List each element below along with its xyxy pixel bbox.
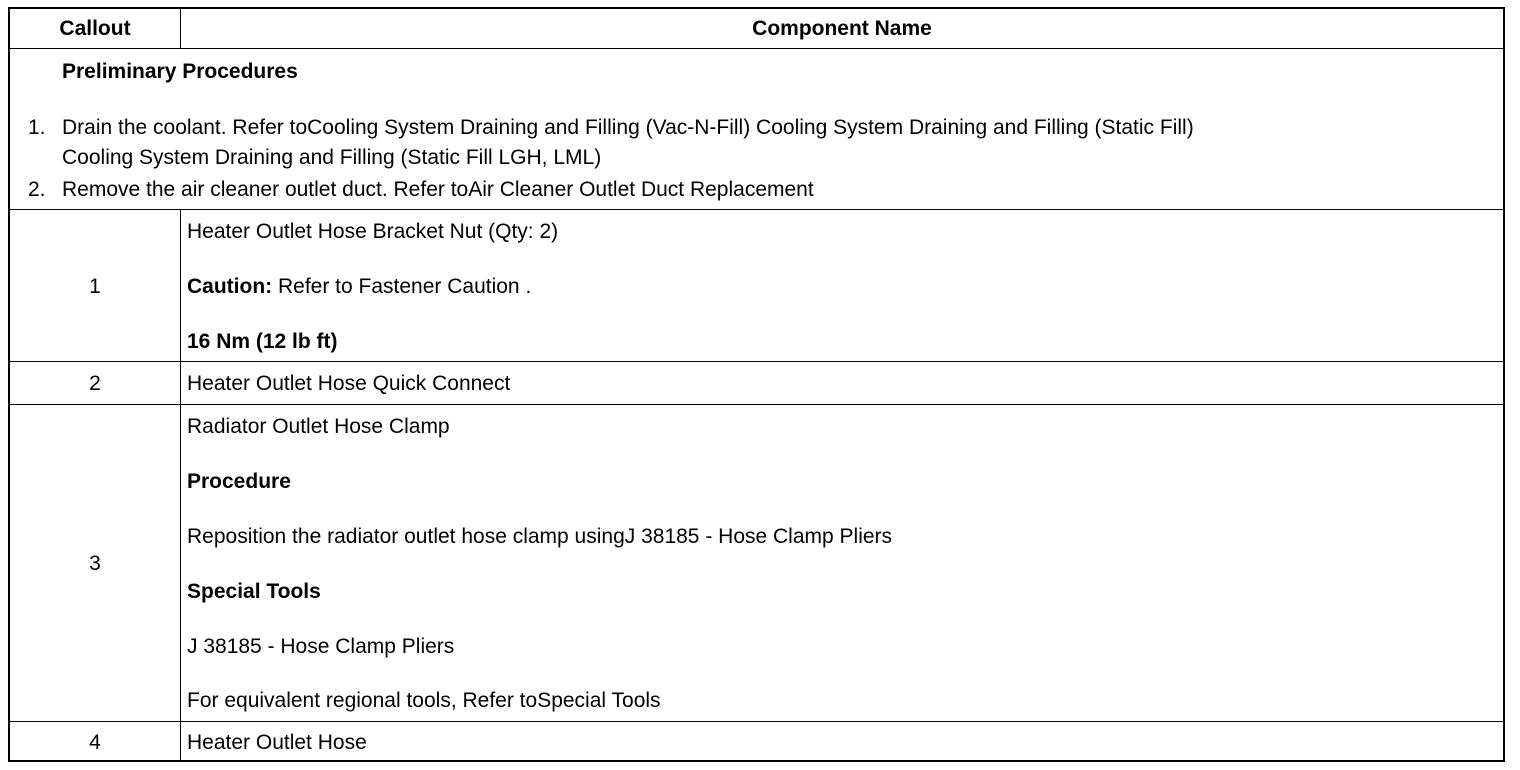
row-3-procedure-label: Procedure <box>187 470 291 493</box>
preliminary-title: Preliminary Procedures <box>62 60 298 83</box>
header-component-name: Component Name <box>752 17 932 40</box>
row-3-regional-text: For equivalent regional tools, Refer toSpecial Tools <box>187 689 661 712</box>
row-4-name: Heater Outlet Hose <box>187 731 367 754</box>
caution-label: Caution: <box>187 275 273 298</box>
row-3-callout: 3 <box>89 552 101 575</box>
header-callout: Callout <box>59 17 131 40</box>
column-divider-body <box>180 209 181 762</box>
step-2-text: Remove the air cleaner outlet duct. Refer toAir Cleaner Outlet Duct Replacement <box>62 178 814 201</box>
row-1-torque: 16 Nm (12 lb ft) <box>187 330 338 353</box>
row-2-name: Heater Outlet Hose Quick Connect <box>187 372 511 395</box>
step-1-text-continued: Cooling System Draining and Filling (Static Fill LGH, LML) <box>62 146 602 169</box>
row3-divider <box>10 721 1503 722</box>
row1-divider <box>10 361 1503 362</box>
row2-divider <box>10 404 1503 405</box>
row-3-name: Radiator Outlet Hose Clamp <box>187 415 450 438</box>
step-1-number: 1. <box>28 116 46 139</box>
row-1-name: Heater Outlet Hose Bracket Nut (Qty: 2) <box>187 220 559 243</box>
step-1-text: Drain the coolant. Refer toCooling System Draining and Filling (Vac-N-Fill) Cooling System Draining and Filling (Static Fill) <box>62 116 1194 139</box>
preliminary-divider <box>10 209 1503 210</box>
row-3-tools-text: J 38185 - Hose Clamp Pliers <box>187 635 455 658</box>
row-3-procedure-text: Reposition the radiator outlet hose clamp usingJ 38185 - Hose Clamp Pliers <box>187 525 893 548</box>
row-4-callout: 4 <box>89 731 101 754</box>
header-divider <box>10 48 1503 49</box>
row-1-callout: 1 <box>89 275 101 298</box>
step-2-number: 2. <box>28 178 46 201</box>
caution-text: Refer to Fastener Caution . <box>272 275 532 298</box>
row-2-callout: 2 <box>89 372 101 395</box>
component-table <box>8 7 1505 762</box>
row-3-tools-label: Special Tools <box>187 580 321 603</box>
row-1-caution <box>187 275 531 299</box>
